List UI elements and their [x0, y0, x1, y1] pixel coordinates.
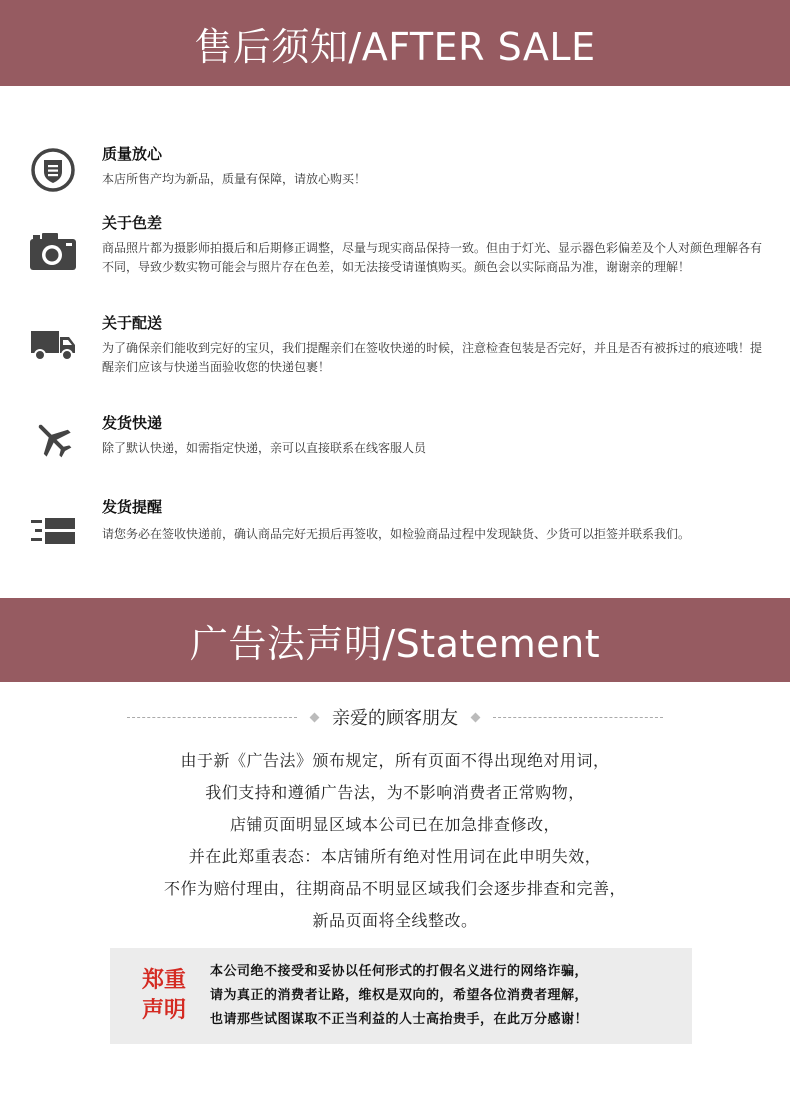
airplane-icon [26, 412, 80, 466]
greeting-row [0, 702, 790, 732]
divider-left [127, 717, 297, 718]
statement-text [0, 745, 790, 937]
notice-title: 发货快递 [102, 414, 163, 432]
declaration-stamp [132, 966, 196, 1026]
notice-title: 关于色差 [102, 214, 163, 232]
stamp-line: 郑重 [141, 968, 186, 993]
declaration-line: 本公司绝不接受和妥协以任何形式的打假名义进行的网络诈骗， [210, 964, 589, 979]
statement-line: 新品页面将全线整改。 [312, 911, 478, 930]
statement-line: 不作为赔付理由，往期商品不明显区域我们会逐步排查和完善， [163, 879, 626, 898]
statement-line: 我们支持和遵循广告法，为不影响消费者正常购物， [205, 783, 585, 802]
notice-body: 商品照片都为摄影师拍摄后和后期修正调整，尽量与现实商品保持一致。但由于灯光、显示器色彩偏差及个人对颜色理解各有不同，导致少数实物可能会与照片存在色差，如无法接受请谨慎购买。颜色会以实际商品为准，谢谢亲的理解！ [102, 241, 763, 274]
notice-body: 请您务必在签收快递前，确认商品完好无损后再签收，如检验商品过程中发现缺货、少货可以拒签并联系我们。 [102, 527, 691, 541]
notice-shipping-reminder [26, 496, 766, 558]
notice-delivery [26, 312, 766, 377]
stamp-line: 声明 [141, 998, 186, 1023]
diamond-icon [471, 712, 481, 722]
notice-body: 本店所售产均为新品，质量有保障，请放心购买！ [102, 172, 367, 186]
declaration-line: 也请那些试图谋取不正当利益的人士高抬贵手，在此万分感谢！ [210, 1012, 589, 1027]
after-sale-banner [0, 0, 790, 86]
notice-color-difference [26, 212, 766, 278]
statement-line: 并在此郑重表态：本店铺所有绝对性用词在此申明失效， [188, 847, 602, 866]
declaration-text [210, 960, 588, 1032]
notice-body: 为了确保亲们能收到完好的宝贝，我们提醒亲们在签收快递的时候，注意检查包装是否完好，并且是否有被拆过的痕迹哦！提醒亲们应该与快递当面验收您的快递包裹！ [102, 341, 763, 374]
after-sale-title: 售后须知/AFTER SALE [194, 24, 596, 69]
diamond-icon [310, 712, 320, 722]
statement-line: 店铺页面明显区域本公司已在加急排查修改， [229, 815, 560, 834]
notice-title: 发货提醒 [102, 498, 163, 516]
fast-box-icon [26, 504, 80, 558]
notice-title: 质量放心 [102, 145, 163, 163]
statement-banner [0, 598, 790, 682]
truck-icon [26, 318, 80, 372]
shield-icon [26, 143, 80, 197]
notice-shipping-courier [26, 412, 766, 466]
statement-title: 广告法声明/Statement [189, 621, 601, 666]
notice-quality [26, 143, 766, 197]
divider-right [493, 717, 663, 718]
solemn-declaration-box [110, 948, 692, 1044]
statement-line: 由于新《广告法》颁布规定，所有页面不得出现绝对用词， [180, 751, 610, 770]
notice-title: 关于配送 [102, 314, 163, 332]
declaration-line: 请为真正的消费者让路，维权是双向的，希望各位消费者理解， [210, 988, 589, 1003]
camera-icon [26, 224, 80, 278]
notice-body: 除了默认快递，如需指定快递，亲可以直接联系在线客服人员 [102, 441, 427, 455]
greeting-title: 亲爱的顾客朋友 [332, 708, 458, 729]
